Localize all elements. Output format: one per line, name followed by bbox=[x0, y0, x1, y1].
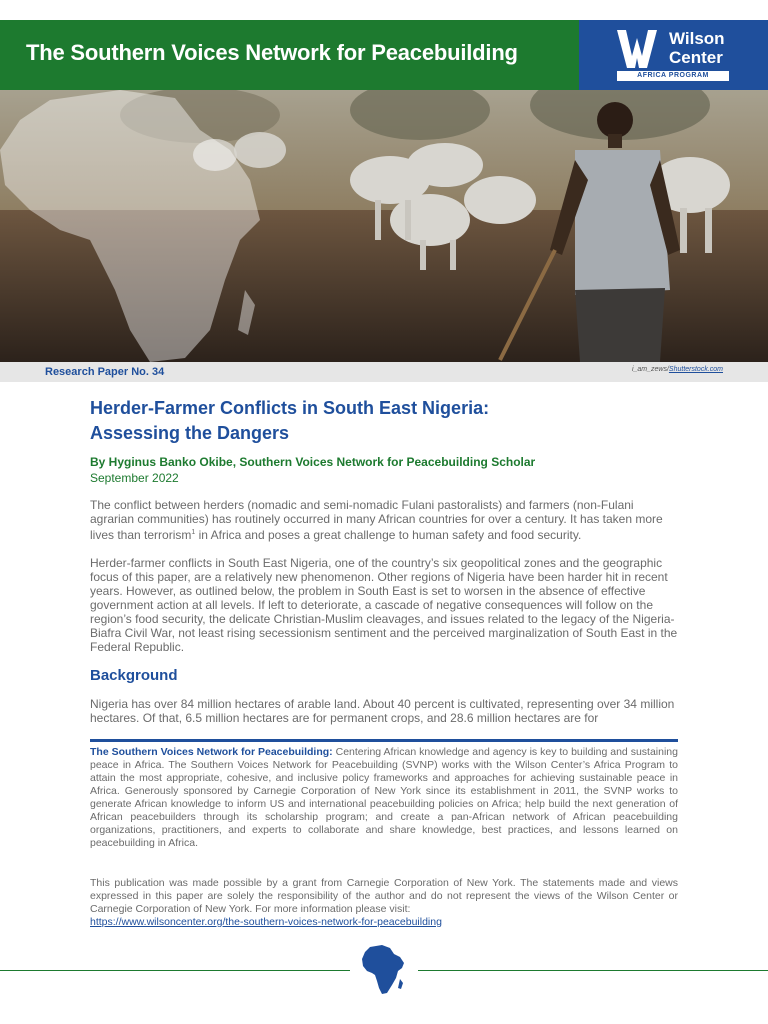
logo-text: Wilson Center bbox=[669, 29, 725, 67]
africa-icon bbox=[362, 945, 406, 995]
section-heading-background: Background bbox=[90, 667, 178, 684]
photo-credit-link[interactable]: Shutterstock.com bbox=[668, 366, 723, 373]
header-banner bbox=[0, 20, 768, 90]
footer-rule-right bbox=[418, 970, 768, 971]
wilson-w-icon bbox=[617, 30, 657, 68]
series-title: The Southern Voices Network for Peacebuilding bbox=[26, 40, 518, 65]
photo-caption-bar bbox=[0, 362, 768, 382]
footer-rule-left bbox=[0, 970, 350, 971]
research-paper-number: Research Paper No. 34 bbox=[45, 366, 165, 378]
paragraph-intro: The conflict between herders (nomadic and semi-nomadic Fulani pastoralists) and farmers (non-Fulani agrarian communities) has routinely occurred in many African countries for over a century. It has taken more lives than terrorism$^1$ in Africa and poses a great challenge to human safety and food security. bbox=[90, 498, 663, 542]
photo-credit: i_am_zews/Shutterstock.com bbox=[631, 366, 723, 373]
publication-date: September 2022 bbox=[90, 471, 179, 485]
hero-photo bbox=[0, 90, 768, 362]
article-title: Herder-Farmer Conflicts in South East Nigeria: Assessing the Dangers bbox=[90, 398, 490, 443]
wilson-center-logo[interactable] bbox=[579, 20, 768, 90]
author-byline: By Hyginus Banko Okibe, Southern Voices Network for Peacebuilding Scholar bbox=[90, 455, 536, 469]
info-box-rule bbox=[90, 739, 678, 742]
funding-note: This publication was made possible by a grant from Carnegie Corporation of New York. The statements made and views expressed in this paper are solely the responsibility of the author and do not represent the views of the Wilson Center or Carnegie Corporation of New York. For more information please visit: https://www.wilsoncenter.org/the-southern-voices-network-for-peacebuilding bbox=[90, 877, 678, 928]
logo-subtitle: AFRICA PROGRAM bbox=[617, 71, 729, 81]
paragraph-background: Nigeria has over 84 million hectares of arable land. About 40 percent is cultivated, representing over 34 million hectares. Of that, 6.5 million hectares are for permanent crops, and 28.6 million hectares are for bbox=[90, 697, 675, 725]
paragraph-context: Herder-farmer conflicts in South East Nigeria, one of the country’s six geopolitical zones and the geographic focus of this paper, are a relatively new phenomenon. Other regions of Nigeria have been harder hit in recent years. However, as outlined below, the problem in South East is set to worsen in the absence of effective government action at all levels. If left to deteriorate, a cascade of negative consequences will follow on the region’s food security, the delicate Christian-Muslim cleavages, and issues related to the legacy of the Nigeria-Biafra Civil War, not least rising secessionism sentiment and the perceived marginalization of South East in the Federal Republic. bbox=[90, 556, 678, 654]
network-description: The Southern Voices Network for Peacebuilding: Centering African knowledge and agency is key to building and sustaining peace in Africa. The Southern Voices Network for Peacebuilding (SVNP) works with the Wilson Center’s Africa Program to attain the most appropriate, cohesive, and inclusive policy frameworks and approaches for achieving sustainable peace in Africa. Generously sponsored by Carnegie Corporation of New York since its establishment in 2011, the SVNP works to generate African knowledge to inform US and international peacebuilding policies on Africa; help build the next generation of African peacebuilders through its scholarship program; and create a pan-African network of African peacebuilding organizations, practitioners, and experts to collaborate and share knowledge, best practices, and lessons learned on peacebuilding in Africa. bbox=[90, 746, 678, 849]
svnp-website-link[interactable]: https://www.wilsoncenter.org/the-southern-voices-network-for-peacebuilding bbox=[90, 916, 442, 928]
